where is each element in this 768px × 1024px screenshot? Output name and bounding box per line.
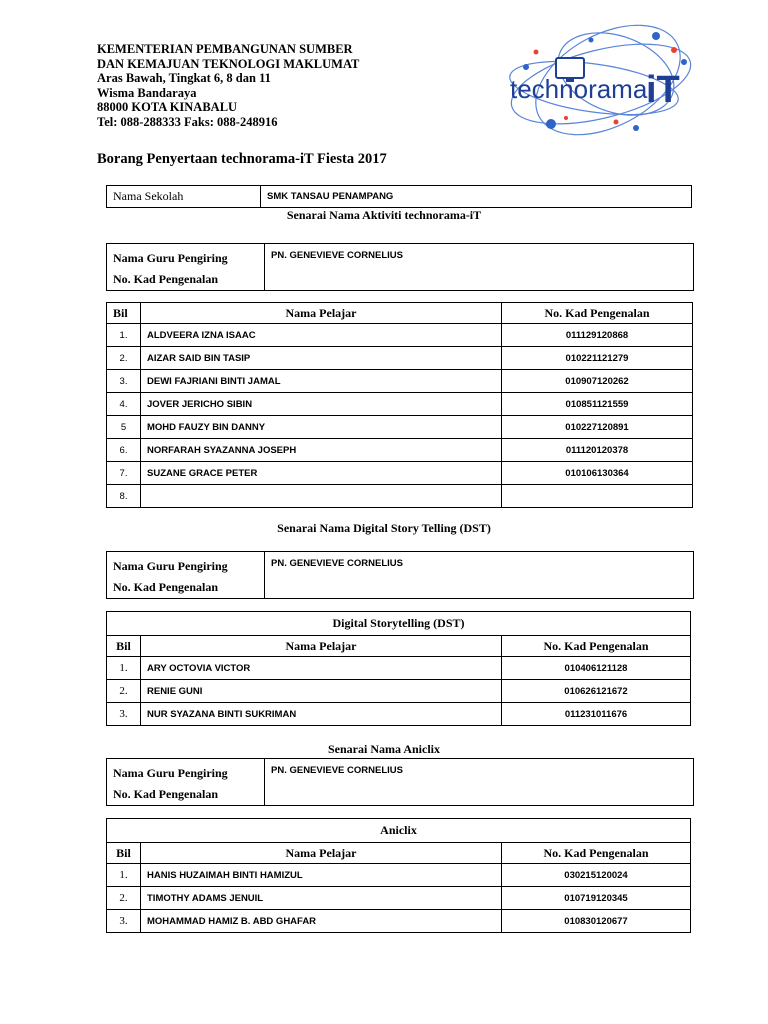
dst-table-title: Digital Storytelling (DST) [107,612,691,636]
guru-label: Nama Guru Pengiring [113,766,228,780]
row-bil: 4. [107,393,141,416]
table-row [107,887,691,910]
dst-students-table [106,611,691,726]
guru-label: Nama Guru Pengiring [113,559,228,573]
row-ic: 010830120677 [502,910,691,933]
row-bil: 3. [107,370,141,393]
row-nama: ALDVEERA IZNA ISAAC [141,324,502,347]
aniclix-students-table [106,818,691,933]
row-ic: 010106130364 [502,462,693,485]
school-label: Nama Sekolah [107,186,261,208]
header-ic: No. Kad Pengenalan [502,843,691,864]
header-nama: Nama Pelajar [141,303,502,324]
header-bil: Bil [107,843,141,864]
header-bil: Bil [107,303,141,324]
logo-text-suffix: iT [646,69,680,111]
aniclix-guru-table [106,758,694,806]
row-bil: 2. [107,347,141,370]
table-row [107,657,691,680]
table-row [107,864,691,887]
ic-label: No. Kad Pengenalan [113,787,219,801]
form-title: Borang Penyertaan technorama-iT Fiesta 2017 [97,151,387,167]
technorama-it-logo [496,22,696,140]
row-ic: 010406121128 [502,657,691,680]
row-bil: 7. [107,462,141,485]
ministry-line: Wisma Bandaraya [97,85,197,100]
row-bil: 6. [107,439,141,462]
table-row [107,462,693,485]
row-nama: DEWI FAJRIANI BINTI JAMAL [141,370,502,393]
table-row [107,439,693,462]
table-row [107,485,693,508]
header-nama: Nama Pelajar [141,843,502,864]
row-bil: 5 [107,416,141,439]
header-nama: Nama Pelajar [141,636,502,657]
logo-text-main: technorama [510,74,648,104]
table-row [107,324,693,347]
row-bil: 1. [107,324,141,347]
school-table [106,185,692,208]
row-nama: ARY OCTOVIA VICTOR [141,657,502,680]
ministry-line: 88000 KOTA KINABALU [97,100,238,115]
row-nama: AIZAR SAID BIN TASIP [141,347,502,370]
school-name: SMK TANSAU PENAMPANG [261,186,692,208]
row-nama: HANIS HUZAIMAH BINTI HAMIZUL [141,864,502,887]
aniclix-section-title: Senarai Nama Aniclix [327,742,440,756]
row-bil: 2. [107,680,141,703]
row-ic: 010719120345 [502,887,691,910]
aktiviti-guru-table [106,243,694,291]
ministry-line: Aras Bawah, Tingkat 6, 8 dan 11 [97,71,271,86]
header-ic: No. Kad Pengenalan [502,636,691,657]
aniclix-table-title: Aniclix [107,819,691,843]
row-nama: TIMOTHY ADAMS JENUIL [141,887,502,910]
dst-guru-table [106,551,694,599]
row-nama: JOVER JERICHO SIBIN [141,393,502,416]
row-ic: 010227120891 [502,416,693,439]
header-ic: No. Kad Pengenalan [502,303,693,324]
table-row [107,910,691,933]
row-bil: 1. [107,657,141,680]
guru-labels [107,244,265,291]
ic-label: No. Kad Pengenalan [113,272,219,286]
header-bil: Bil [107,636,141,657]
table-row [107,416,693,439]
guru-name: PN. GENEVIEVE CORNELIUS [265,552,694,599]
guru-name: PN. GENEVIEVE CORNELIUS [265,244,694,291]
ministry-line: KEMENTERIAN PEMBANGUNAN SUMBER [97,42,353,56]
row-ic: 010626121672 [502,680,691,703]
ministry-address-block [97,42,359,130]
table-row [107,347,693,370]
ministry-line: DAN KEMAJUAN TEKNOLOGI MAKLUMAT [97,56,360,71]
guru-label: Nama Guru Pengiring [113,251,228,265]
row-bil: 1. [107,864,141,887]
row-nama: MOHAMMAD HAMIZ B. ABD GHAFAR [141,910,502,933]
guru-labels [107,552,265,599]
row-ic: 030215120024 [502,864,691,887]
row-nama: RENIE GUNI [141,680,502,703]
row-bil: 3. [107,703,141,726]
guru-labels [107,759,265,806]
row-nama: NORFARAH SYAZANNA JOSEPH [141,439,502,462]
row-ic: 011129120868 [502,324,693,347]
ministry-line: Tel: 088-288333 Faks: 088-248916 [97,114,278,129]
table-row [107,370,693,393]
row-ic: 010221121279 [502,347,693,370]
guru-name: PN. GENEVIEVE CORNELIUS [265,759,694,806]
row-ic: 011231011676 [502,703,691,726]
row-bil: 2. [107,887,141,910]
row-ic: 010907120262 [502,370,693,393]
table-row [107,393,693,416]
row-bil: 8. [107,485,141,508]
row-ic [502,485,693,508]
table-row [107,680,691,703]
row-nama [141,485,502,508]
aktiviti-students-table [106,302,693,508]
ic-label: No. Kad Pengenalan [113,580,219,594]
row-nama: MOHD FAUZY BIN DANNY [141,416,502,439]
dst-section-title: Senarai Nama Digital Story Telling (DST) [277,521,491,535]
row-bil: 3. [107,910,141,933]
row-nama: NUR SYAZANA BINTI SUKRIMAN [141,703,502,726]
row-nama: SUZANE GRACE PETER [141,462,502,485]
row-ic: 010851121559 [502,393,693,416]
row-ic: 011120120378 [502,439,693,462]
aktiviti-section-title: Senarai Nama Aktiviti technorama-iT [286,208,482,222]
table-row [107,703,691,726]
